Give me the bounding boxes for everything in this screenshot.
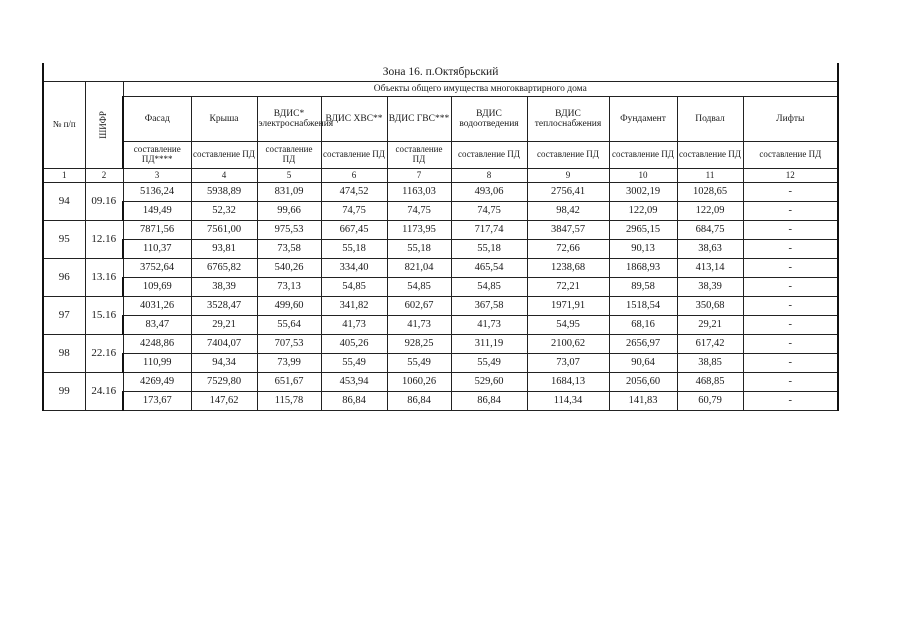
cell-value: 68,16 bbox=[609, 316, 677, 335]
cell-value: 72,66 bbox=[527, 240, 609, 259]
cell-value: 5136,24 bbox=[123, 183, 191, 202]
col-number: 9 bbox=[527, 169, 609, 183]
cell-value: 453,94 bbox=[321, 373, 387, 392]
cell-value: 72,21 bbox=[527, 278, 609, 297]
cell-value: 3847,57 bbox=[527, 221, 609, 240]
col-number: 2 bbox=[85, 169, 123, 183]
col-number: 11 bbox=[677, 169, 743, 183]
cell-value: - bbox=[743, 297, 838, 316]
sub-head-heating: составление ПД bbox=[527, 142, 609, 169]
cell-value: 54,85 bbox=[321, 278, 387, 297]
cell-value: 1518,54 bbox=[609, 297, 677, 316]
cell-value: 73,58 bbox=[257, 240, 321, 259]
cell-value: 86,84 bbox=[451, 392, 527, 411]
col-head-elevators: Лифты bbox=[743, 97, 838, 142]
cell-value: 4269,49 bbox=[123, 373, 191, 392]
cell-value: 41,73 bbox=[451, 316, 527, 335]
sub-head-facade: составление ПД**** bbox=[123, 142, 191, 169]
sub-head-roof: составление ПД bbox=[191, 142, 257, 169]
cell-value: 73,07 bbox=[527, 354, 609, 373]
cell-value: - bbox=[743, 183, 838, 202]
cell-value: 7561,00 bbox=[191, 221, 257, 240]
cell-value: 110,37 bbox=[123, 240, 191, 259]
col-number: 1 bbox=[43, 169, 85, 183]
cell-value: 3752,64 bbox=[123, 259, 191, 278]
cell-value: 334,40 bbox=[321, 259, 387, 278]
cell-value: 311,19 bbox=[451, 335, 527, 354]
cell-value: 86,84 bbox=[387, 392, 451, 411]
cell-value: 55,49 bbox=[321, 354, 387, 373]
cell-value: 52,32 bbox=[191, 202, 257, 221]
cell-value: 717,74 bbox=[451, 221, 527, 240]
cell-value: 831,09 bbox=[257, 183, 321, 202]
cell-value: 1238,68 bbox=[527, 259, 609, 278]
col-number: 10 bbox=[609, 169, 677, 183]
cell-value: 55,64 bbox=[257, 316, 321, 335]
col-head-power: ВДИС* электроснабжения bbox=[257, 97, 321, 142]
cell-value: 147,62 bbox=[191, 392, 257, 411]
cell-value: 83,47 bbox=[123, 316, 191, 335]
cell-value: 667,45 bbox=[321, 221, 387, 240]
cell-value: 114,34 bbox=[527, 392, 609, 411]
cell-value: 474,52 bbox=[321, 183, 387, 202]
cell-value: 684,75 bbox=[677, 221, 743, 240]
cell-value: 928,25 bbox=[387, 335, 451, 354]
sub-head-hot-water: составление ПД bbox=[387, 142, 451, 169]
cell-value: 73,13 bbox=[257, 278, 321, 297]
cell-value: 94,34 bbox=[191, 354, 257, 373]
col-head-cold-water: ВДИС ХВС** bbox=[321, 97, 387, 142]
cell-value: 2100,62 bbox=[527, 335, 609, 354]
table-row bbox=[43, 278, 838, 297]
row-code: 13.16 bbox=[85, 259, 123, 297]
row-index: 95 bbox=[43, 221, 85, 259]
row-index: 94 bbox=[43, 183, 85, 221]
cell-value: 41,73 bbox=[387, 316, 451, 335]
cell-value: 74,75 bbox=[451, 202, 527, 221]
cell-value: 115,78 bbox=[257, 392, 321, 411]
cell-value: 413,14 bbox=[677, 259, 743, 278]
cell-value: - bbox=[743, 221, 838, 240]
cell-value: 38,39 bbox=[191, 278, 257, 297]
col-head-hot-water: ВДИС ГВС*** bbox=[387, 97, 451, 142]
sub-head-cold-water: составление ПД bbox=[321, 142, 387, 169]
cell-value: 86,84 bbox=[321, 392, 387, 411]
col-head-facade: Фасад bbox=[123, 97, 191, 142]
cell-value: 350,68 bbox=[677, 297, 743, 316]
cell-value: 7871,56 bbox=[123, 221, 191, 240]
table-row bbox=[43, 221, 838, 240]
cell-value: 975,53 bbox=[257, 221, 321, 240]
cell-value: 38,39 bbox=[677, 278, 743, 297]
row-index: 98 bbox=[43, 335, 85, 373]
col-head-drainage: ВДИС водоотведения bbox=[451, 97, 527, 142]
row-code: 09.16 bbox=[85, 183, 123, 221]
estimate-table bbox=[42, 63, 839, 411]
cell-value: 493,06 bbox=[451, 183, 527, 202]
sub-head-power: составление ПД bbox=[257, 142, 321, 169]
cell-value: 74,75 bbox=[321, 202, 387, 221]
cell-value: - bbox=[743, 392, 838, 411]
sub-head-foundation: составление ПД bbox=[609, 142, 677, 169]
cell-value: 1868,93 bbox=[609, 259, 677, 278]
cell-value: 29,21 bbox=[677, 316, 743, 335]
table-row bbox=[43, 316, 838, 335]
cell-value: 1028,65 bbox=[677, 183, 743, 202]
group-header: Объекты общего имущества многоквартирного дома bbox=[123, 82, 838, 97]
cell-value: 3528,47 bbox=[191, 297, 257, 316]
cell-value: 141,83 bbox=[609, 392, 677, 411]
col-number: 7 bbox=[387, 169, 451, 183]
cell-value: 99,66 bbox=[257, 202, 321, 221]
cell-value: 2965,15 bbox=[609, 221, 677, 240]
table-row bbox=[43, 240, 838, 259]
cell-value: 1163,03 bbox=[387, 183, 451, 202]
cell-value: 405,26 bbox=[321, 335, 387, 354]
cell-value: 465,54 bbox=[451, 259, 527, 278]
row-index: 99 bbox=[43, 373, 85, 411]
cell-value: 1684,13 bbox=[527, 373, 609, 392]
cell-value: 5938,89 bbox=[191, 183, 257, 202]
table-row bbox=[43, 259, 838, 278]
cell-value: 499,60 bbox=[257, 297, 321, 316]
cell-value: 602,67 bbox=[387, 297, 451, 316]
cell-value: 2656,97 bbox=[609, 335, 677, 354]
row-code: 15.16 bbox=[85, 297, 123, 335]
table-row bbox=[43, 392, 838, 411]
cell-value: - bbox=[743, 335, 838, 354]
cell-value: 41,73 bbox=[321, 316, 387, 335]
cell-value: 55,18 bbox=[387, 240, 451, 259]
cell-value: 60,79 bbox=[677, 392, 743, 411]
cell-value: 55,49 bbox=[387, 354, 451, 373]
cell-value: 6765,82 bbox=[191, 259, 257, 278]
cell-value: 90,13 bbox=[609, 240, 677, 259]
col-number: 6 bbox=[321, 169, 387, 183]
row-code: 12.16 bbox=[85, 221, 123, 259]
sub-head-drainage: составление ПД bbox=[451, 142, 527, 169]
cell-value: 367,58 bbox=[451, 297, 527, 316]
cell-value: 821,04 bbox=[387, 259, 451, 278]
cell-value: 55,18 bbox=[321, 240, 387, 259]
cell-value: 341,82 bbox=[321, 297, 387, 316]
col-number: 4 bbox=[191, 169, 257, 183]
cell-value: 7529,80 bbox=[191, 373, 257, 392]
cell-value: - bbox=[743, 259, 838, 278]
cell-value: 2056,60 bbox=[609, 373, 677, 392]
row-index: 96 bbox=[43, 259, 85, 297]
col-head-basement: Подвал bbox=[677, 97, 743, 142]
document-sheet bbox=[42, 63, 837, 411]
cell-value: 98,42 bbox=[527, 202, 609, 221]
col-head-heating: ВДИС теплоснабжения bbox=[527, 97, 609, 142]
cell-value: 122,09 bbox=[677, 202, 743, 221]
sub-head-elevators: составление ПД bbox=[743, 142, 838, 169]
row-index: 97 bbox=[43, 297, 85, 335]
zone-title: Зона 16. п.Октябрьский bbox=[43, 63, 838, 82]
cell-value: 89,58 bbox=[609, 278, 677, 297]
cell-value: 540,26 bbox=[257, 259, 321, 278]
col-number: 3 bbox=[123, 169, 191, 183]
table-row bbox=[43, 297, 838, 316]
cell-value: 173,67 bbox=[123, 392, 191, 411]
row-code: 24.16 bbox=[85, 373, 123, 411]
cell-value: 3002,19 bbox=[609, 183, 677, 202]
cell-value: - bbox=[743, 202, 838, 221]
table-row bbox=[43, 335, 838, 354]
table-row bbox=[43, 202, 838, 221]
table-row bbox=[43, 373, 838, 392]
cell-value: 7404,07 bbox=[191, 335, 257, 354]
cell-value: 149,49 bbox=[123, 202, 191, 221]
table-row bbox=[43, 183, 838, 202]
cell-value: - bbox=[743, 316, 838, 335]
cell-value: 651,67 bbox=[257, 373, 321, 392]
cell-value: 38,85 bbox=[677, 354, 743, 373]
col-head-roof: Крыша bbox=[191, 97, 257, 142]
cell-value: - bbox=[743, 240, 838, 259]
cell-value: 74,75 bbox=[387, 202, 451, 221]
sub-head-basement: составление ПД bbox=[677, 142, 743, 169]
col-number: 8 bbox=[451, 169, 527, 183]
cell-value: 2756,41 bbox=[527, 183, 609, 202]
cell-value: 1060,26 bbox=[387, 373, 451, 392]
row-code: 22.16 bbox=[85, 335, 123, 373]
cell-value: 54,95 bbox=[527, 316, 609, 335]
cell-value: 1173,95 bbox=[387, 221, 451, 240]
table-row bbox=[43, 354, 838, 373]
cell-value: 93,81 bbox=[191, 240, 257, 259]
cell-value: - bbox=[743, 278, 838, 297]
cell-value: 54,85 bbox=[387, 278, 451, 297]
col-head-code: ШИФР bbox=[85, 82, 123, 169]
cell-value: 29,21 bbox=[191, 316, 257, 335]
col-number: 5 bbox=[257, 169, 321, 183]
cell-value: - bbox=[743, 354, 838, 373]
cell-value: 4248,86 bbox=[123, 335, 191, 354]
cell-value: 122,09 bbox=[609, 202, 677, 221]
cell-value: 55,18 bbox=[451, 240, 527, 259]
col-head-foundation: Фундамент bbox=[609, 97, 677, 142]
cell-value: 617,42 bbox=[677, 335, 743, 354]
cell-value: 4031,26 bbox=[123, 297, 191, 316]
cell-value: 38,63 bbox=[677, 240, 743, 259]
cell-value: 73,99 bbox=[257, 354, 321, 373]
cell-value: 707,53 bbox=[257, 335, 321, 354]
cell-value: 529,60 bbox=[451, 373, 527, 392]
col-number: 12 bbox=[743, 169, 838, 183]
cell-value: 1971,91 bbox=[527, 297, 609, 316]
cell-value: 468,85 bbox=[677, 373, 743, 392]
cell-value: 54,85 bbox=[451, 278, 527, 297]
cell-value: 109,69 bbox=[123, 278, 191, 297]
cell-value: 110,99 bbox=[123, 354, 191, 373]
cell-value: - bbox=[743, 373, 838, 392]
cell-value: 90,64 bbox=[609, 354, 677, 373]
col-head-num: № п/п bbox=[43, 82, 85, 169]
cell-value: 55,49 bbox=[451, 354, 527, 373]
